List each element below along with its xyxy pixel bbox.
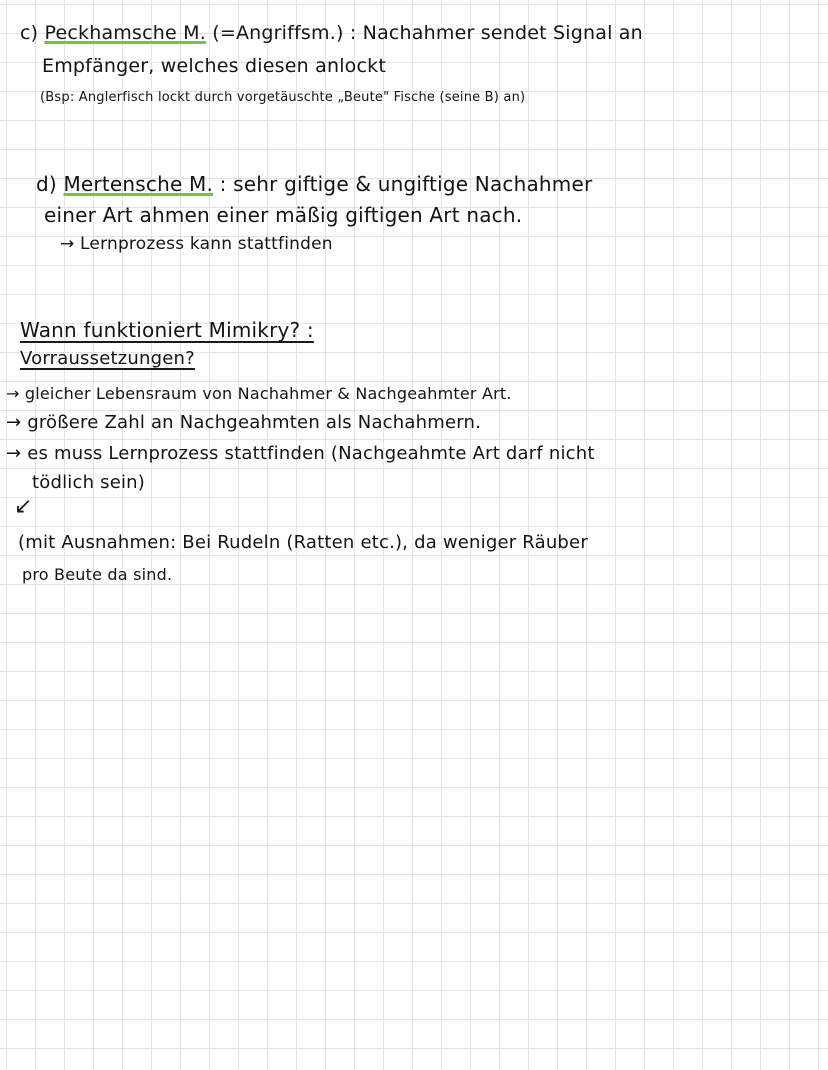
mimikry-item-3: → es muss Lernprozess stattfinden (Nachgeahmte Art darf nicht <box>6 443 595 464</box>
mimikry-heading: Wann funktioniert Mimikry? : <box>20 318 314 342</box>
section-c-rest: (=Angriffsm.) : Nachahmer sendet Signal an <box>212 22 643 44</box>
section-c-title: Peckhamsche M. <box>44 22 206 44</box>
section-d-line-1 <box>36 172 592 196</box>
section-d-title: Mertensche M. <box>63 172 214 196</box>
section-c-prefix: c) <box>20 22 45 44</box>
section-c-line-2: Empfänger, welches diesen anlockt <box>42 55 386 77</box>
down-left-arrow-icon: ↙ <box>14 494 33 519</box>
section-d-rest: : sehr giftige & ungiftige Nachahmer <box>213 172 593 196</box>
mimikry-item-1: → gleicher Lebensraum von Nachahmer & Nachgeahmter Art. <box>6 384 512 403</box>
mimikry-exception-line-1: (mit Ausnahmen: Bei Rudeln (Ratten etc.), da weniger Räuber <box>18 532 588 553</box>
mimikry-item-2: → größere Zahl an Nachgeahmten als Nachahmern. <box>6 412 482 433</box>
section-c-line-1 <box>20 22 643 44</box>
section-d-line-2: einer Art ahmen einer mäßig giftigen Art nach. <box>44 203 523 227</box>
mimikry-item-4: tödlich sein) <box>32 472 146 493</box>
section-d-prefix: d) <box>36 172 64 196</box>
mimikry-exception-line-2: pro Beute da sind. <box>22 565 173 584</box>
section-d-line-3: → Lernprozess kann stattfinden <box>60 234 333 254</box>
mimikry-subheading: Vorraussetzungen? <box>20 348 195 369</box>
section-c-example: (Bsp: Anglerfisch lockt durch vorgetäuschte „Beute" Fische (seine B) an) <box>40 90 526 105</box>
